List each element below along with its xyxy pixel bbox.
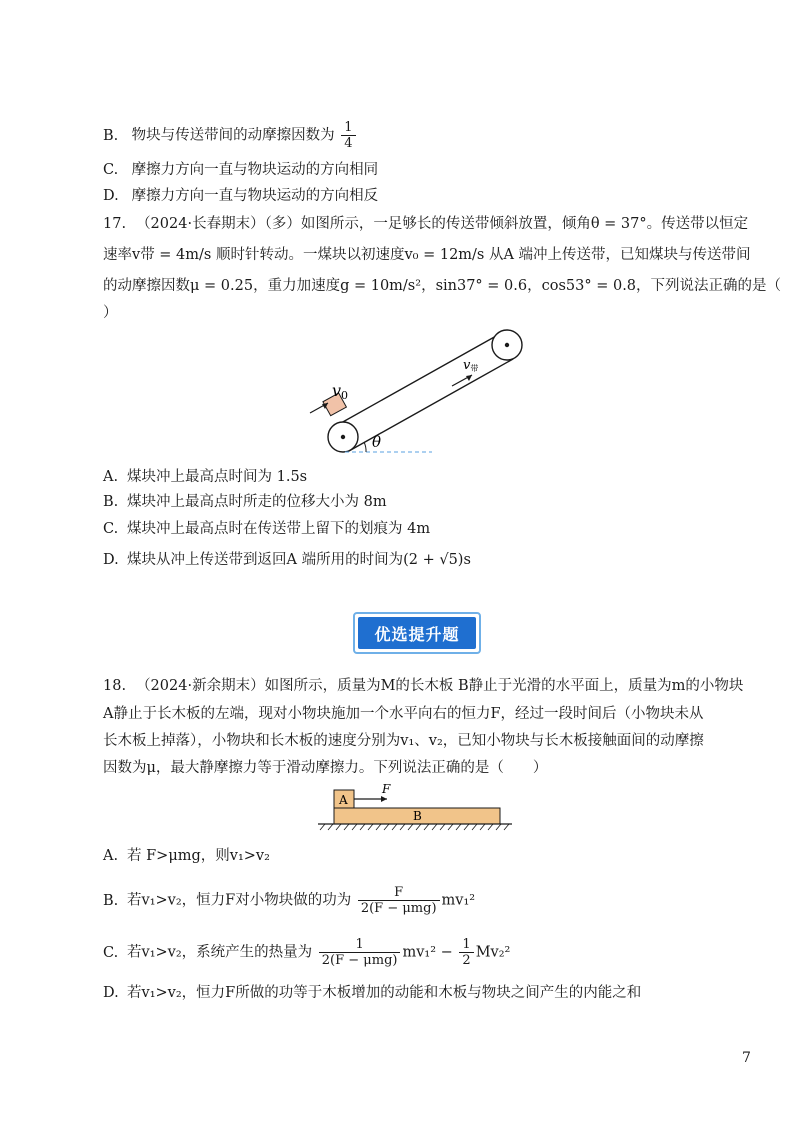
belt-velocity-label: v带 [463,358,479,373]
option-text: 若v₁>v₂，系统产生的热量为 [127,944,313,961]
option-label: B. [103,892,119,909]
angle-arc [364,442,366,452]
option-label: D. [103,552,119,568]
top-pulley-axle [505,343,509,347]
fraction-denominator: 2 [462,953,471,968]
ground-hatching [320,824,509,830]
option-text: 煤块冲上最高点时所走的位移大小为 8m [127,494,387,510]
q18-option-a [103,846,270,866]
option-text: 煤块从冲上传送带到返回A 端所用的时间为(2 + √5)s [127,552,471,568]
option-text: 物块与传送带间的动摩擦因数为 [131,127,335,144]
option-label: B. [103,127,119,144]
q16-option-d [103,186,378,206]
fraction [459,937,473,968]
force-label: F [382,782,391,796]
q18-option-b [103,885,475,916]
stem-text: （2024·长春期末）（多）如图所示，一足够长的传送带倾斜放置，倾角θ = 37°。传送带以恒定 [136,216,749,232]
option-text: 煤块冲上最高点时在传送带上留下的划痕为 4m [127,521,431,537]
fraction-denominator: 2(F − μmg) [321,953,398,968]
option-text: 若v₁>v₂，恒力F对小物块做的功为 [127,892,352,909]
q18-option-d [103,983,641,1003]
option-text: 若 F>μmg，则v₁>v₂ [127,848,270,864]
fraction-numerator: 1 [459,937,473,953]
question-number: 17. [103,216,127,232]
block-on-board-figure [312,782,518,832]
q17-option-b [103,492,387,512]
q18-stem-line4: 因数为μ，最大静摩擦力等于滑动摩擦力。下列说法正确的是（ ） [103,760,548,776]
option-label: C. [103,944,119,961]
option-text-tail: mv₁² [441,892,476,909]
fraction-numerator: F [358,885,440,901]
q16-option-c [103,160,378,180]
q18-stem-line1 [103,676,743,696]
option-label: A. [103,469,119,485]
fraction-numerator: 1 [319,937,401,953]
q16-option-b [103,120,358,151]
option-label: A. [103,848,119,864]
option-text: 摩擦力方向一直与物块运动的方向相反 [131,188,379,204]
section-banner [353,612,481,654]
question-number: 18. [103,678,127,694]
fraction [358,885,440,916]
theta-label: θ [372,433,382,451]
board-b-label: B [413,809,422,823]
option-label: B. [103,494,119,510]
option-text: 摩擦力方向一直与物块运动的方向相同 [131,162,379,178]
force-arrowhead [381,796,387,802]
stem-text: （2024·新余期末）如图所示，质量为M的长木板 B静止于光滑的水平面上，质量为m的小物块 [136,678,744,694]
block-a-label: A [339,793,348,807]
fraction [341,120,355,151]
q17-stem-line3: 的动摩擦因数μ = 0.25，重力加速度g = 10m/s²，sin37° = 0.6，cos53° = 0.8，下列说法正确的是（ [103,278,782,294]
fraction [319,937,401,968]
q18-option-c [103,937,510,968]
section-banner-title: 优选提升题 [358,617,476,649]
q17-option-c [103,519,430,539]
option-label: D. [103,188,119,204]
q18-stem-line3: 长木板上掉落），小物块和长木板的速度分别为v₁、v₂，已知小物块与长木板接触面间的动摩擦 [103,733,704,749]
q17-option-d [103,550,471,570]
v0-label: v0 [332,381,349,402]
conveyor-belt-figure [300,320,540,460]
option-text: 煤块冲上最高点时间为 1.5s [127,469,308,485]
option-text-tail: Mv₂² [475,944,511,961]
option-label: C. [103,162,119,178]
q17-option-a [103,467,307,487]
q17-stem-line1 [103,214,748,234]
page-number: 7 [742,1050,751,1066]
q17-stem-line4: ） [103,305,118,321]
option-label: D. [103,985,119,1001]
q18-stem-line2: A静止于长木板的左端，现对小物块施加一个水平向右的恒力F，经过一段时间后（小物块未从 [103,706,704,722]
fraction-numerator: 1 [341,120,355,136]
option-text: 若v₁>v₂，恒力F所做的功等于木板增加的动能和木板与物块之间产生的内能之和 [127,985,642,1001]
fraction-denominator: 4 [344,136,353,151]
bottom-pulley-axle [341,435,345,439]
fraction-denominator: 2(F − μmg) [360,901,437,916]
option-label: C. [103,521,119,537]
option-text-middle: mv₁² − [402,944,453,961]
q17-stem-line2: 速率v带 = 4m/s 顺时针转动。一煤块以初速度v₀ = 12m/s 从A 端冲上传送带，已知煤块与传送带间 [103,247,751,263]
